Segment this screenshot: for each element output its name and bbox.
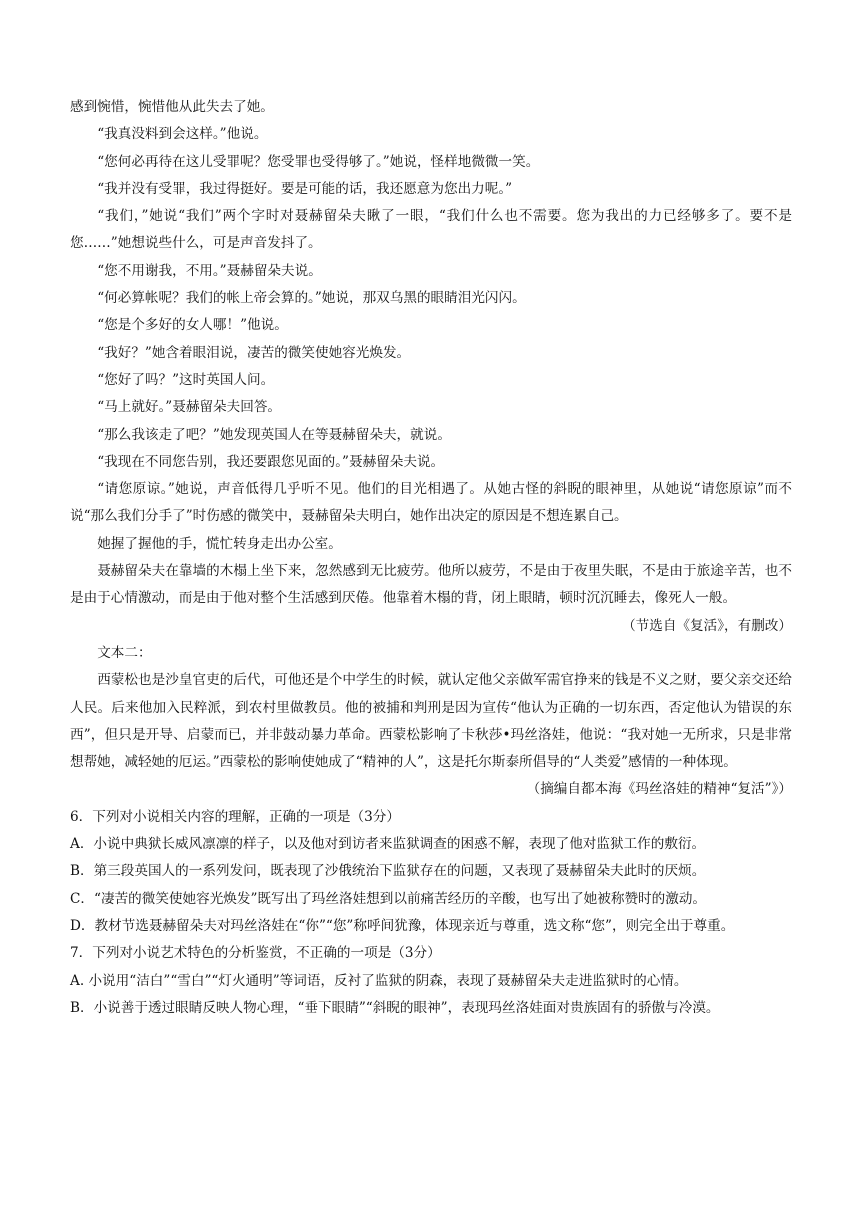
novel-paragraph: “我并没有受罪，我过得挺好。要是可能的话，我还愿意为您出力呢。” [97,180,513,197]
question-6-option-c: C．“凄苦的微笑使她容光焕发”既写出了玛丝洛娃想到以前痛苦经历的辛酸，也写出了她被称赞时的激动。 [70,890,707,907]
text2-label: 文本二： [97,644,152,661]
question-6-option-b: B．第三段英国人的一系列发问，既表现了沙俄统治下监狱存在的问题，又表现了聂赫留朵夫此时的厌烦。 [70,863,706,880]
novel-paragraph: “请您原谅。”她说，声音低得几乎听不见。他们的目光相遇了。从她古怪的斜睨的眼神里，从她说“请您原谅”而不说“那么我们分手了”时伤感的微笑中，聂赫留朵夫明白，她作出决定的原因是不想连累自己。 [70,481,792,525]
question-7-option-b: B．小说善于透过眼睛反映人物心理，“垂下眼睛”“斜睨的眼神”，表现玛丝洛娃面对贵族固有的骄傲与冷漠。 [70,999,720,1016]
novel-paragraph: “马上就好。”聂赫留朵夫回答。 [97,399,282,416]
document-page [70,94,792,1022]
text2-source: （摘编自都本海《玛丝洛娃的精神“复活”》） [526,781,792,798]
novel-paragraph: “我现在不同您告别，我还要跟您见面的。”聂赫留朵夫说。 [97,453,445,470]
novel-paragraph: 感到惋惜，惋惜他从此失去了她。 [70,99,274,115]
question-6-option-d: D．教材节选聂赫留朵夫对玛丝洛娃在“你”“您”称呼间犹豫，体现亲近与尊重，选文称“您”，则完全出于尊重。 [70,917,735,934]
question-6-stem: 6．下列对小说相关内容的理解，正确的一项是（3分） [70,808,400,825]
novel-paragraph: “您是个多好的女人哪！”他说。 [97,317,288,334]
novel-source: （节选自《复活》，有删改） [622,617,792,634]
novel-paragraph: “您好了吗？”这时英国人问。 [97,371,275,388]
novel-paragraph: “我好？”她含着眼泪说，凄苦的微笑使她容光焕发。 [97,344,411,361]
novel-paragraph: “我真没料到会这样。”他说。 [97,126,268,143]
question-7-option-a: A. 小说用“洁白”“雪白”“灯火通明”等词语，反衬了监狱的阴森，表现了聂赫留朵夫走进监狱时的心情。 [70,972,688,989]
novel-paragraph: 聂赫留朵夫在靠墙的木榻上坐下来，忽然感到无比疲劳。他所以疲劳，不是由于夜里失眠，不是由于旅途辛苦，也不是由于心情激动，而是由于他对整个生活感到厌倦。他靠着木榻的背，闭上眼睛，顿时沉沉睡去，像死人一般。 [70,563,792,607]
question-6-option-a: A．小说中典狱长威风凛凛的样子，以及他对到访者来监狱调查的困惑不解，表现了他对监狱工作的敷衍。 [70,836,706,853]
novel-paragraph: “何必算帐呢？我们的帐上帝会算的。”她说，那双乌黑的眼睛泪光闪闪。 [97,290,526,307]
text2-body: 西蒙松也是沙皇官吏的后代，可他还是个中学生的时候，就认定他父亲做军需官挣来的钱是不义之财，要父亲交还给人民。后来他加入民粹派，到农村里做教员。他的被捕和判刑是因为宣传“他认为正确的一切东西，否定他认为错误的东西”，但只是开导、启蒙而已，并非鼓动暴力革命。西蒙松影响了卡秋莎•玛丝洛娃，他说：“我对她一无所求，只是非常想帮她，减轻她的厄运。”西蒙松的影响使她成了“精神的人”，这是托尔斯泰所倡导的“人类爱”感情的一种体现。 [70,672,792,771]
novel-paragraph: 她握了握他的手，慌忙转身走出办公室。 [97,535,342,552]
novel-paragraph: “那么我该走了吧？”她发现英国人在等聂赫留朵夫，就说。 [97,426,451,443]
novel-paragraph: “我们，”她说“我们”两个字时对聂赫留朵夫瞅了一眼，“我们什么也不需要。您为我出的力已经够多了。要不是您……”她想说些什么，可是声音发抖了。 [70,208,792,252]
question-7-stem: 7．下列对小说艺术特色的分析鉴赏，不正确的一项是（3分） [70,945,441,962]
novel-paragraph: “您不用谢我，不用。”聂赫留朵夫说。 [97,262,322,279]
novel-paragraph: “您何必再待在这儿受罪呢？您受罪也受得够了。”她说，怪样地微微一笑。 [97,153,540,170]
